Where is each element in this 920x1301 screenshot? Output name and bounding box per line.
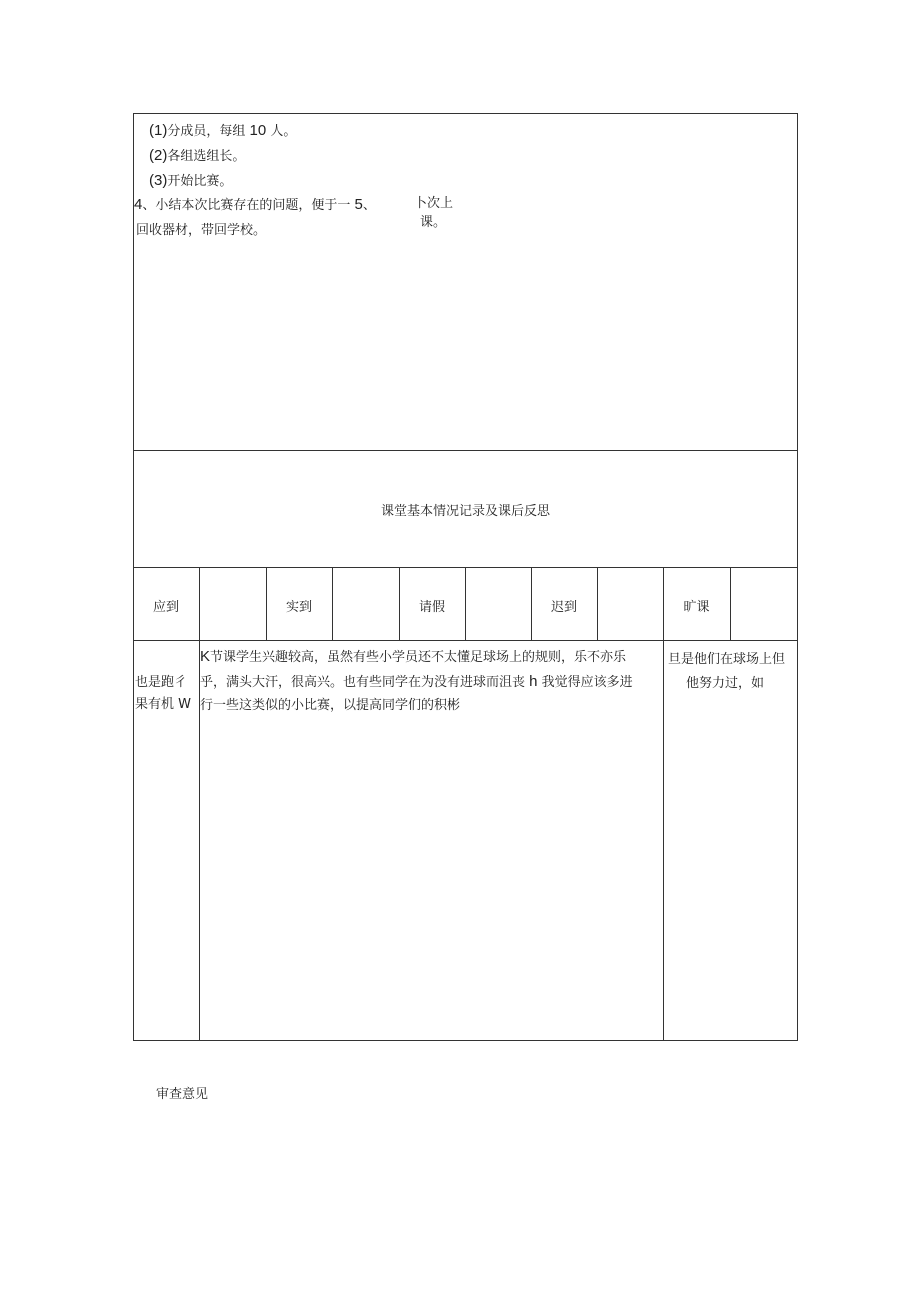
attendance-divider [199, 567, 200, 641]
step-1-unit: 人。 [270, 124, 297, 139]
reflection-main-h: h [529, 673, 538, 690]
step-2-number: (2) [149, 147, 168, 164]
step-4-number: 4 [134, 196, 143, 213]
step-1-count: 10 [249, 122, 267, 139]
reflection-right-line-2: 他努力过，如 [686, 676, 765, 691]
attendance-divider [332, 567, 333, 641]
step-5-number: 5 [354, 196, 363, 213]
step-1-text: 分成员，每组 [167, 124, 246, 139]
label-shidao: 实到 [285, 600, 312, 615]
step-1 [149, 120, 296, 139]
reflection-main-line-1 [200, 646, 626, 665]
attendance-divider [597, 567, 598, 641]
label-chidao: 迟到 [550, 600, 577, 615]
step-5-text: 回收器材，带回学校。 [136, 223, 267, 238]
reflection-main-k: K [200, 648, 211, 665]
step-3-text: 开始比赛。 [167, 174, 233, 189]
step-4-side-text-2: 课。 [420, 215, 447, 230]
step-3-number: (3) [149, 172, 168, 189]
step-5-separator: 、 [362, 198, 376, 213]
section-title: 课堂基本情况记录及课后反思 [380, 504, 550, 519]
label-kuangke: 旷课 [683, 600, 710, 615]
reflection-left-line-1: 也是跑彳 [135, 675, 188, 690]
reflection-left-line-2: 果有机 W [135, 697, 191, 712]
step-3 [149, 170, 232, 189]
reflection-divider [663, 640, 664, 1041]
step-2-text: 各组选组长。 [167, 149, 246, 164]
label-qingjia: 请假 [418, 600, 445, 615]
label-yingdao: 应到 [152, 600, 179, 615]
reflection-main-line-2 [200, 671, 633, 690]
reflection-main-line-3: 行一些这类似的小比赛，以提高同学们的积彬 [200, 698, 461, 713]
step-1-number: (1) [149, 122, 168, 139]
step-2 [149, 145, 245, 164]
step-4 [134, 194, 376, 213]
reflection-main-line-2a: 乎，满头大汗，很高兴。也有些同学在为没有进球而沮丧 [200, 675, 526, 690]
attendance-divider [465, 567, 466, 641]
step-4-text: 、小结本次比赛存在的问题，便于一 [142, 198, 351, 213]
reflection-main-line-2b: 我觉得应该多进 [541, 675, 633, 690]
review-label: 审查意见 [156, 1087, 209, 1102]
step-4-side-text-1: 卜次上 [414, 196, 454, 211]
reflection-right-line-1: 旦是他们在球场上但 [668, 652, 786, 667]
attendance-divider [730, 567, 731, 641]
reflection-main-line-1-text: 节课学生兴趣较高，虽然有些小学员还不太懂足球场上的规则，乐不亦乐 [210, 650, 627, 665]
